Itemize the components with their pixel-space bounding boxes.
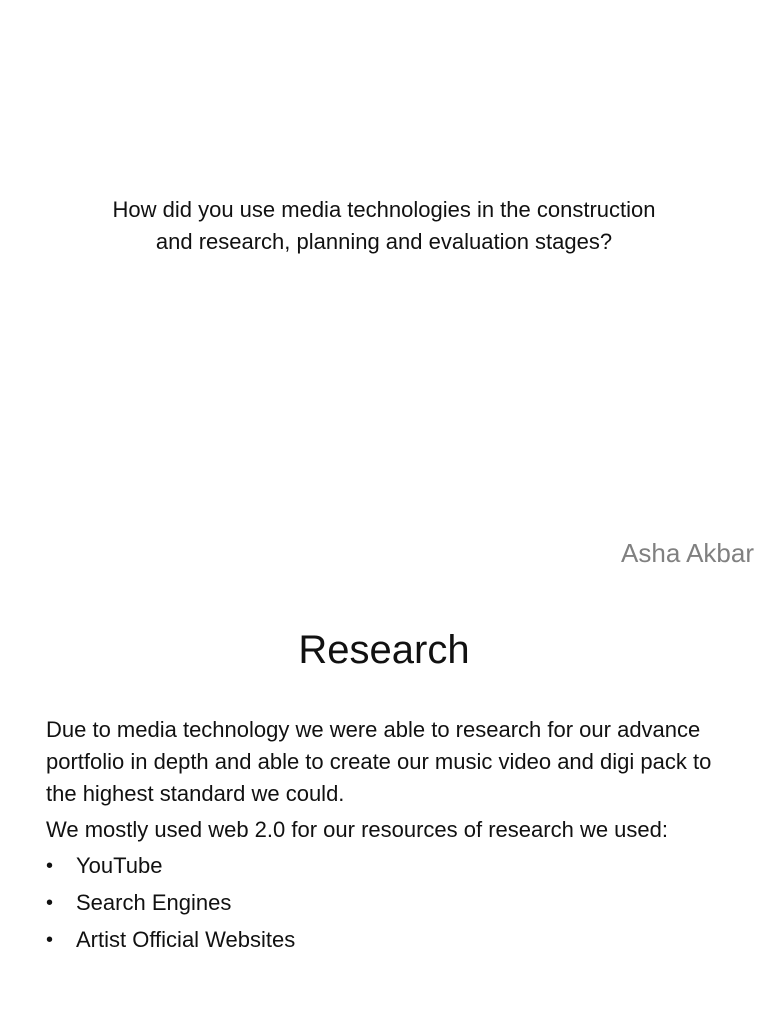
question-line-1: How did you use media technologies in the construction bbox=[112, 197, 656, 222]
list-item bbox=[46, 887, 746, 919]
paragraph-2: We mostly used web 2.0 for our resources of research we used: bbox=[46, 817, 668, 842]
bullet-icon: • bbox=[46, 929, 54, 951]
research-slide bbox=[0, 576, 768, 1024]
bullet-icon: • bbox=[46, 892, 54, 914]
list-item-label: YouTube bbox=[76, 853, 163, 878]
list-item-label: Search Engines bbox=[76, 890, 232, 915]
question-line-2: and research, planning and evaluation stages? bbox=[155, 229, 613, 254]
slide-body bbox=[46, 714, 746, 961]
paragraph-1: Due to media technology we were able to research for our advance portfolio in depth and able to create our music video and digi pack to the highest standard we could. bbox=[46, 717, 712, 806]
list-item bbox=[46, 850, 746, 882]
list-item-label: Artist Official Websites bbox=[76, 927, 296, 952]
author-name: Asha Akbar bbox=[621, 538, 754, 568]
bullet-list bbox=[46, 850, 746, 956]
bullet-icon: • bbox=[46, 855, 54, 877]
slide-heading: Research bbox=[298, 628, 470, 672]
list-item bbox=[46, 924, 746, 956]
slide-title-question bbox=[60, 194, 708, 258]
